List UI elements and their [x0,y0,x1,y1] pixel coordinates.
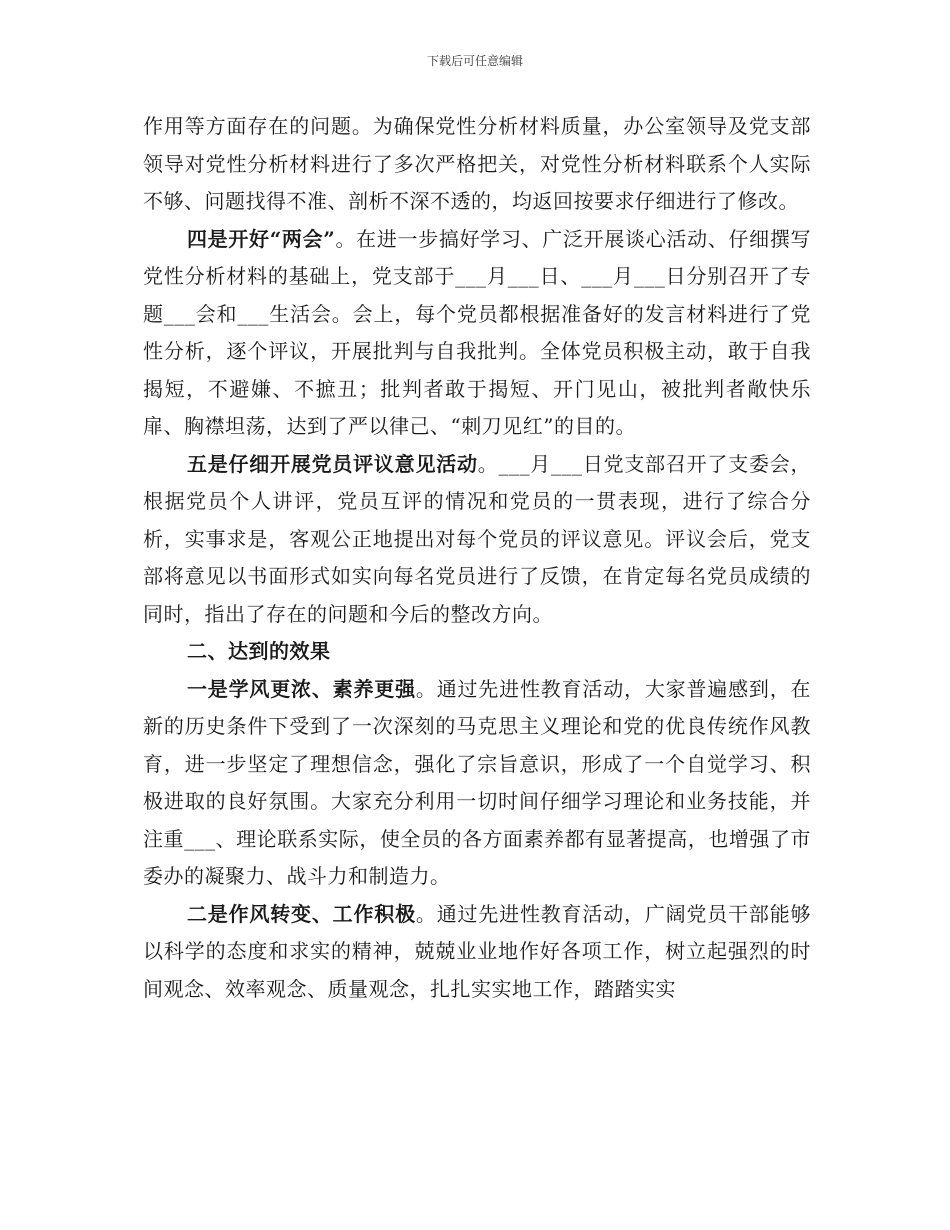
paragraph-lead: 二是作风转变、工作积极 [187,901,416,926]
paragraph-work-style [143,896,811,1009]
paragraph-text: 。___月___日党支部召开了支委会，根据党员个人讲评，党员互评的情况和党员的一贯表现，进行了综合分析，实事求是，客观公正地提出对每个党员的评议意见。评议会后，党支部将意见以书面形式如实向每名党员进行了反馈，在肯定每名党员成绩的同时，指出了存在的问题和今后的整改方向。 [143,451,811,626]
document-body [143,108,811,1008]
paragraph-text: 。通过先进性教育活动，大家普遍感到，在新的历史条件下受到了一次深刻的马克思主义理论和党的优良传统作风教育，进一步坚定了理想信念，强化了宗旨意识，形成了一个自觉学习、积极进取的良好氛围。大家充分利用一切时间仔细学习理论和业务技能，并注重___、理论联系实际，使全员的各方面素养都有显著提高，也增强了市委办的凝聚力、战斗力和制造力。 [143,676,812,888]
paragraph-lead: 四是开好“两会” [187,226,336,251]
paragraph-two-meetings [143,221,811,446]
paragraph-evaluation [143,446,811,634]
paragraph-lead: 五是仔细开展党员评议意见活动 [187,451,478,476]
paragraph-text: 作用等方面存在的问题。为确保党性分析材料质量，办公室领导及党支部领导对党性分析材料进行了多次严格把关，对党性分析材料联系个人实际不够、问题找得不准、剖析不深不透的，均返回按要求仔细进行了修改。 [143,114,811,213]
paragraph-study-style [143,671,811,896]
paragraph-continuation [143,108,811,221]
page-header: 下载后可任意编辑 [426,54,523,68]
section-heading: 二、达到的效果 [187,639,331,663]
paragraph-text: 。通过先进性教育活动，广阔党员干部能够以科学的态度和求实的精神，兢兢业业地作好各项工作，树立起强烈的时间观念、效率观念、质量观念，扎扎实实地工作，踏踏实实 [143,901,812,1001]
paragraph-text: 。在进一步搞好学习、广泛开展谈心活动、仔细撰写党性分析材料的基础上，党支部于___月___日、___月___日分别召开了专题___会和___生活会。会上，每个党员都根据准备好的发言材料进行了党性分析，逐个评议，开展批判与自我批判。全体党员积极主动，敢于自我揭短，不避嫌、不摭丑；批判者敢于揭短、开门见山，被批判者敞快乐扉、胸襟坦荡，达到了严以律己、“刺刀见红”的目的。 [143,226,812,438]
paragraph-lead: 一是学风更浓、素养更强 [187,676,416,701]
